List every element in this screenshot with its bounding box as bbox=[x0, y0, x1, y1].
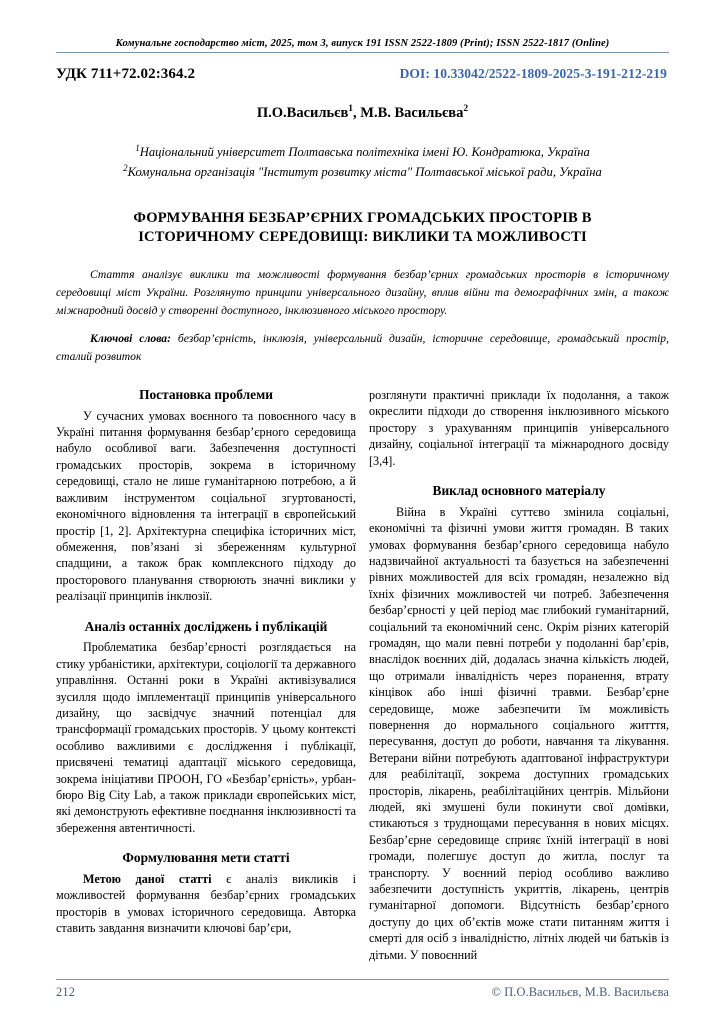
footer-divider bbox=[56, 979, 669, 980]
author-name-1: П.О.Васильєв bbox=[256, 104, 349, 121]
affiliations-block bbox=[56, 142, 669, 182]
keywords-block bbox=[56, 330, 669, 365]
doi-link[interactable]: DOI: 10.33042/2522-1809-2025-3-191-212-219 bbox=[399, 66, 667, 81]
right-column bbox=[369, 387, 669, 963]
paragraph-problem-statement: У сучасних умовах воєнного та повоєнного часу в Україні питання формування безбар’єрного середовища набуло особливої ваги. Забезпечення доступності громадських просторів, зокрема в історичному середовищі, стало не лише гуманітарною потребою, а й важливим інструментом соціальної згуртованості, економічного відновлення та інтеграції в європейський простір [1, 2]. Архітектурна специфіка історичних міст, обмеження, пов’язані зі збереженням культурної спадщини, а також брак комплексного підходу до просторового планування створюють значні виклики у реалізації принципів інклюзії. bbox=[56, 408, 356, 604]
page-number: 212 bbox=[56, 985, 76, 999]
author-marker-1: 1 bbox=[348, 104, 354, 114]
footer-content bbox=[56, 985, 669, 1000]
running-head: Комунальне господарство міст, 2025, том 3, випуск 191 ISSN 2522-1809 (Print); ISSN 2522-1817 (Online) bbox=[56, 38, 669, 53]
udk-doi-row bbox=[56, 66, 669, 83]
affiliation-marker-2: 2 bbox=[123, 162, 128, 173]
section-heading-article-purpose: Формулювання мети статті bbox=[122, 850, 290, 866]
keywords-label: Ключові слова: bbox=[90, 332, 171, 346]
paragraph-purpose-rest: є аналіз викликів і можливостей формування безбар’єрних громадських просторів в умовах історичного середовища. Авторка ставить завдання визначити ключові бар’єри, bbox=[56, 871, 356, 936]
affiliation-text-2: Комунальна організація "Інститут розвитку міста" Полтавської міської ради, Україна bbox=[127, 165, 602, 180]
authors-line bbox=[56, 104, 669, 122]
paragraph-purpose-lead: Метою даної статті bbox=[83, 871, 212, 886]
article-title: ФОРМУВАННЯ БЕЗБАР’ЄРНИХ ГРОМАДСЬКИХ ПРОСТОРІВ В ІСТОРИЧНОМУ СЕРЕДОВИЩІ: ВИКЛИКИ ТА МОЖЛИВОСТІ bbox=[133, 209, 592, 245]
section-heading-literature-review: Аналіз останніх досліджень і публікацій bbox=[84, 618, 328, 634]
paragraph-literature-review: Проблематика безбар’єрності розглядається на стику урбаністики, архітектури, соціології та державного управління. Останні роки в Україні активізувалися зусилля щодо імплементації принципів універсального дизайну, що засвідчує значний потенціал для трансформації громадських просторів. У цьому контексті особливо важливими є дослідження і публікації, присвячені тематиці адаптації міського середовища, зокрема ініціативи ПРООН, ГО «Безбар’єрність», урбан-бюро Big City Lab, а також приклади європейських міст, які демонструють ефективне поєднання інклюзивності та збереження автентичності. bbox=[56, 640, 356, 835]
udk-code: УДК 711+72.02:364.2 bbox=[56, 66, 196, 82]
affiliation-text-1: Національний університет Полтавська політехніка імені Ю. Кондратюка, Україна bbox=[139, 145, 590, 160]
affiliation-marker-1: 1 bbox=[135, 142, 140, 153]
page-footer bbox=[56, 979, 669, 1000]
body-columns bbox=[56, 387, 669, 963]
author-marker-2: 2 bbox=[463, 104, 469, 114]
keywords-text: безбар’єрність, інклюзія, універсальний дизайн, історичне середовище, громадський простір, сталий розвиток bbox=[56, 332, 669, 363]
paragraph-purpose-continued: розглянути практичні приклади їх подолання, а також окреслити підходи до створення інклюзивного міського простору з урахуванням принципів універсального дизайну, соціальної інтеграції та міжнародного досвіду [3,4]. bbox=[369, 387, 669, 468]
section-heading-problem-statement: Постановка проблеми bbox=[139, 386, 273, 402]
paragraph-main-material: Війна в Україні суттєво змінила соціальні, економічні та фізичні умови життя громадян. В таких умовах формування безбар’єрного середовища набуло надзвичайної актуальності та базується на забезпеченні рівних можливостей для всіх громадян, незалежно від їхніх фізичних можливостей чи потреб. Забезпечення безбар’єрності у цей період має глибокий гуманітарний, соціальний та економічний сенс. Окрім різних категорій громадян, що мали певні потреби у подоланні бар’єрів, внаслідок воєнних дій, додалась значна кількість людей, що отримали інвалідність через поранення, втрату кінцівок або інші фізичні травми. Безбар’єрне середовище, може забезпечити їм можливість повернення до нормального соціального житття, пересування, доступ до роботи, навчання та лікування. Ветерани війни потребують адаптованої інфраструктури для реабілітації, зокрема доступних громадських просторів, лікарень, реабілітаційних центрів. Мільйони людей, які змушені були покинути свої домівки, стикаються з труднощами пересування в нових місцях. Безбар’єрне середовище сприяє їхній інтеграції в нові громади, полегшує доступ до житла, послуг та транспорту. У воєнний період особливо важливо забезпечити доступність укриттів, лікарень, центрів гуманітарної допомоги. Відсутність безбар’єрного доступу до цих об’єктів може стати питанням життя і смерті для осіб з інвалідністю, літніх людей чи батьків із дітьми. У повоєнний bbox=[369, 504, 669, 962]
author-separator: , bbox=[353, 104, 361, 121]
affiliation-1 bbox=[56, 142, 669, 162]
left-column bbox=[56, 387, 356, 963]
abstract-text: Стаття аналізує виклики та можливості формування безбар’єрних громадських просторів в історичному середовищі міст України. Розглянуто принципи універсального дизайну, вплив війни та демографічних змін, а також міжнародний досвід у створенні доступного, інклюзивного міського простору. bbox=[56, 268, 669, 317]
copyright-notice: © П.О.Васильєв, М.В. Васильєва bbox=[491, 985, 669, 999]
author-name-2: М.В. Васильєва bbox=[360, 104, 464, 121]
paragraph-article-purpose bbox=[56, 871, 356, 937]
affiliation-2 bbox=[56, 162, 669, 182]
section-heading-main-material: Виклад основного матеріалу bbox=[432, 482, 606, 498]
